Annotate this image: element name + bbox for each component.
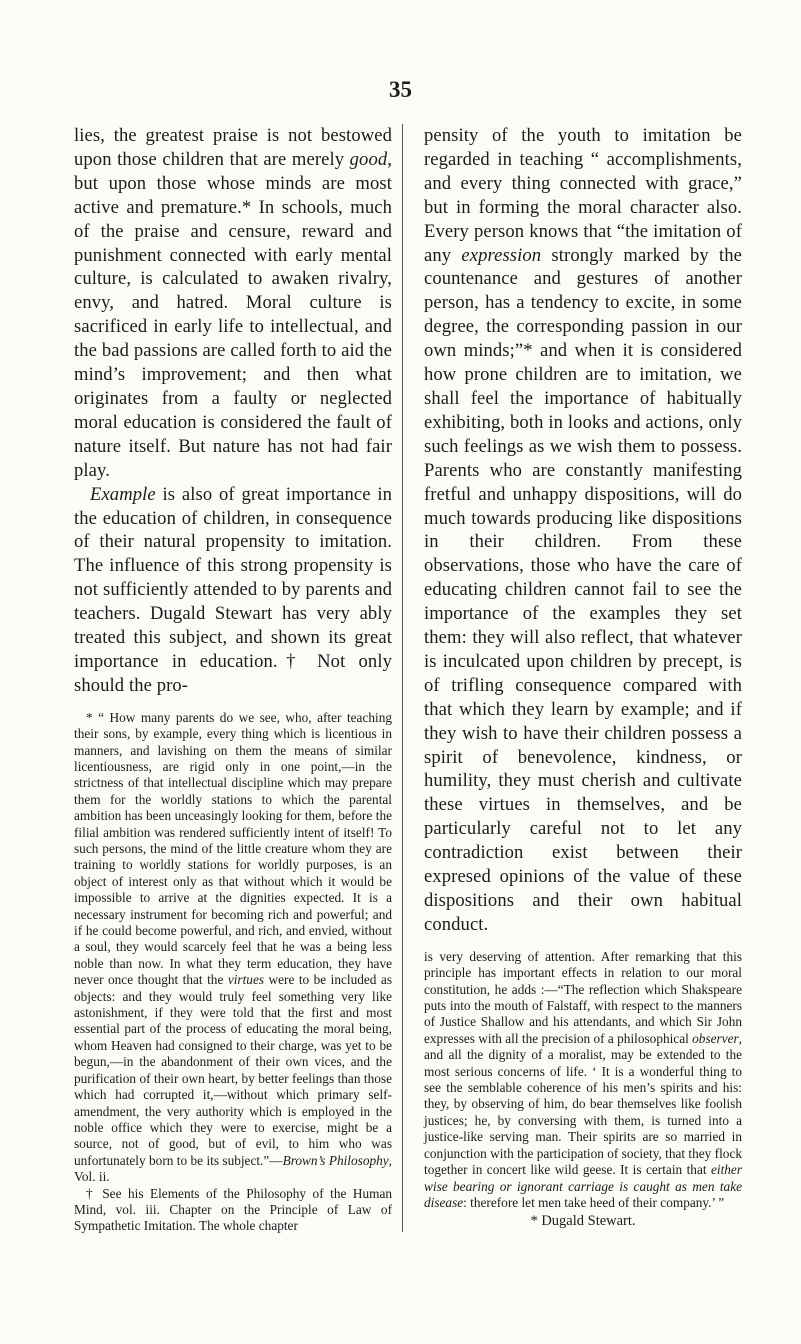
page-number: 35 — [389, 77, 412, 102]
italic-text: virtues — [227, 972, 265, 988]
text-run: were to be included as objects: and they would truly feel something very like astonishment, if they were told that the first and most essential part of the process of educating the moral being, whom Heaven had consigned to their charge, was yet to be begun,—in the abandonment of their own vices, and the purification of their own heart, by better feelings than those which had corrupted it,—without which primary self-amendment, the very authority which is employed in the noble office which they were to exercise, might be a source, not of good, but of evil, to him who was unfortunately born to be its subject.”— — [74, 972, 392, 1168]
text-run: , Vol. ii. — [74, 1152, 392, 1185]
text-run: pensity of the youth to imitation be regarded in teaching “ accomplishments, and every thing connected with grace,” but in forming the moral character also. Every person knows that “the imitation of any — [424, 125, 742, 266]
footnote-brown — [74, 710, 392, 1186]
footnote-continuation — [424, 949, 742, 1212]
italic-text: observer — [692, 1030, 739, 1046]
body-paragraph — [424, 124, 742, 937]
body-paragraph — [74, 124, 392, 483]
italic-text: expression — [461, 244, 542, 266]
text-run: strongly marked by the countenance and gestures of another person, has a tendency to excite, in some degree, the corresponding passion in our own minds;”* and when it is considered how prone children are to imitation, we shall feel the importance of habitually exhibiting, both in looks and actions, only such feelings as we wish them to possess. Parents who are constantly manifesting fretful and unhappy dispositions, will do much towards producing like dispositions in their children. From these observations, those who have the care of educating children cannot fail to see the importance of the examples they set them: they will also reflect, that whatever is inculcated upon children by precept, is of trifling consequence compared with that which they learn by example; and if they wish to have their children possess a spirit of benevolence, kindness, or humility, they must cherish and cultivate these virtues in themselves, and be particularly careful not to let any contradiction exist between their expresed opinions of the value of these dispositions and their own habitual conduct. — [424, 244, 742, 935]
text-run: : therefore let men take heed of their company.’ ” — [463, 1194, 725, 1210]
italic-text: either wise bearing or ignorant carriage is caught as men take disease — [424, 1162, 742, 1210]
text-run: is very deserving of attention. After remarking that this principle has important effects in relation to our moral constitution, he adds :—“The reflection which Shakspeare puts into the mouth of Falstaff, with respect to the manners of Justice Shallow and his attendants, and which Sir John expresses with all the precision of a philosophical — [424, 948, 742, 1046]
italic-text: Brown’s Philosophy — [282, 1152, 389, 1168]
italic-text: good — [349, 148, 388, 170]
footnote-signature: * Dugald Stewart. — [530, 1213, 636, 1230]
text-run: is also of great importance in the education of children, in consequence of their natural propensity to imitation. The influence of this strong propensity is not sufficiently attended to by parents and teachers. Dugald Stewart has very ably treated this subject, and shown its great importance in education.† Not only should the pro- — [74, 483, 392, 696]
text-run: , and all the dignity of a moralist, may be extended to the most serious concerns of life. ‘ It is a wonderful thing to see the semblable coherence of his men’s spirits and his: they, by observing of him, do bear themselves like foolish justices; he, by conversing with them, is turned into a justice-like serving man. Their spirits are so married in conjunction with the participation of society, that they flock together in concert like wild geese. It is certain that — [424, 1030, 742, 1178]
right-column — [424, 124, 742, 1230]
left-column — [74, 124, 392, 1235]
column-divider — [402, 124, 403, 1232]
body-paragraph — [74, 483, 392, 698]
text-run: , but upon those whose minds are most active and premature.* In schools, much of the praise and censure, reward and punishment connected with early mental culture, is calculated to awaken rivalry, envy, and hatred. Moral culture is sacrificed in early life to intellectual, and the bad passions are called forth to aid the mind’s improvement; and then what originates from a faulty or neglected moral education is considered the fault of nature itself. But nature has not had fair play. — [74, 148, 392, 481]
text-run: lies, the greatest praise is not bestowed upon those children that are merely — [74, 125, 392, 170]
italic-text: Example — [90, 483, 156, 505]
text-run: * “ How many parents do we see, who, after teaching their sons, by example, every thing which is licentious in manners, and lavishing on them the means of similar licentiousness, are rigid only in one point,—in the strictness of that intellectual discipline which may prepare them for the worldly stations to which the parental ambition has been unceasingly looking for them, before the filial ambition was rendered sufficiently intent of itself! To such persons, the mind of the little creature whom they are training to worldly stations for worldly purposes, is an object of interest only as that without which it would be impossible to arrive at the dignities expected. It is a necessary instrument for becoming rich and powerful; and if he could become powerful, and rich, and envied, without a soul, they would scarcely feel that he was a being less noble than now. In what they term education, they have never once thought that the — [74, 709, 392, 988]
footnote-stewart: † See his Elements of the Philosophy of the Human Mind, vol. iii. Chapter on the Principle of Law of Sympathetic Imitation. The whole chapter — [74, 1185, 392, 1234]
